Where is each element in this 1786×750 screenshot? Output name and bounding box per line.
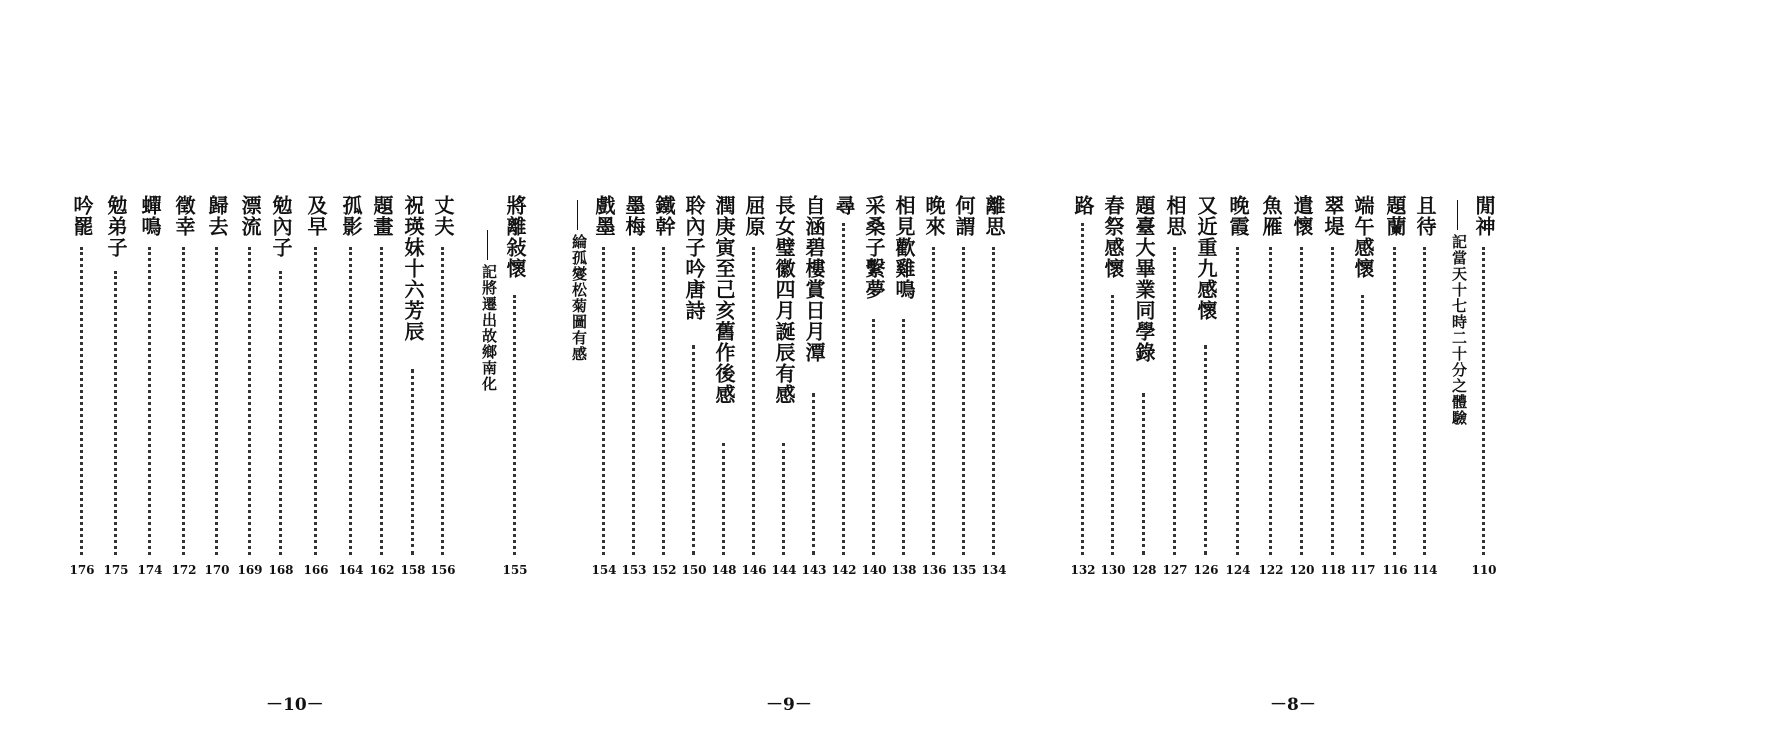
entry-page-number: 175 bbox=[103, 563, 129, 577]
entry-page-number: 140 bbox=[861, 563, 887, 577]
entry-page-number: 143 bbox=[801, 563, 827, 577]
entry-title: 聆內子吟唐詩 bbox=[682, 195, 706, 321]
toc-page-8: 閒神 110 記當天十七時二十分之體驗 且待 114 題蘭 116 端午感懷 117 翠堤 118 遣懷 120 魚雁 122 晚霞 124 又近重九感懷 126 相思 127 題臺大畢業同學錄 128 春祭感懷 130 路 132 －8－ bbox=[1070, 195, 1497, 715]
toc-entry bbox=[982, 195, 1006, 585]
entry-page-number: 176 bbox=[69, 563, 95, 577]
leader-dots bbox=[1204, 345, 1207, 555]
entry-page-number: 124 bbox=[1225, 563, 1251, 577]
entry-page-number: 135 bbox=[951, 563, 977, 577]
toc-entry bbox=[1194, 195, 1218, 585]
toc-entry bbox=[304, 195, 328, 585]
leader-dots bbox=[411, 369, 414, 555]
toc-entry bbox=[339, 195, 363, 585]
toc-entry bbox=[652, 195, 676, 585]
entry-title: 采桑子繫夢 bbox=[862, 195, 886, 300]
entry-page-number: 155 bbox=[502, 563, 528, 577]
entry-page-number: 152 bbox=[651, 563, 677, 577]
leader-dots bbox=[1361, 295, 1364, 555]
leader-dots bbox=[148, 247, 151, 555]
leader-dots bbox=[1423, 247, 1426, 555]
entry-page-number: 120 bbox=[1289, 563, 1315, 577]
leader-dots bbox=[1331, 247, 1334, 555]
entry-page-number: 172 bbox=[171, 563, 197, 577]
dash-rule bbox=[487, 230, 488, 260]
toc-entry bbox=[1290, 195, 1314, 585]
entry-title: 相思 bbox=[1163, 195, 1187, 237]
toc-entry bbox=[712, 195, 736, 585]
leader-dots bbox=[632, 247, 635, 555]
toc-entry bbox=[1226, 195, 1250, 585]
entry-page-number: 168 bbox=[268, 563, 294, 577]
entry-page-number: 116 bbox=[1382, 563, 1408, 577]
leader-dots bbox=[992, 247, 995, 555]
entry-page-number: 144 bbox=[771, 563, 797, 577]
entry-title: 丈夫 bbox=[431, 195, 455, 237]
leader-dots bbox=[182, 247, 185, 555]
entry-title: 何謂 bbox=[952, 195, 976, 237]
toc-entry bbox=[832, 195, 856, 585]
entry-title: 蟬鳴 bbox=[138, 195, 162, 237]
leader-dots bbox=[692, 345, 695, 555]
leader-dots bbox=[349, 247, 352, 555]
entry-title: 長女璧徽四月誕辰有感 bbox=[772, 195, 796, 405]
entry-title: 春祭感懷 bbox=[1101, 195, 1125, 279]
entry-title: 勉弟子 bbox=[104, 195, 128, 258]
toc-entry bbox=[503, 195, 527, 585]
leader-dots bbox=[722, 443, 725, 555]
entry-title: 晚霞 bbox=[1226, 195, 1250, 237]
leader-dots bbox=[662, 247, 665, 555]
leader-dots bbox=[1269, 247, 1272, 555]
entry-page-number: 128 bbox=[1131, 563, 1157, 577]
toc-page-9: 離思 134 何謂 135 晚來 136 相見歡雞鳴 138 采桑子繫夢 140 尋 142 自涵碧樓賞日月潭 143 長女璧徽四月誕辰有感 144 屈原 146 潤庚寅至己亥舊作後感 148 聆內子吟唐詩 150 鐵幹 152 墨梅 153 戲墨 154 綸孤夑松菊圖有感 －9－ bbox=[570, 195, 1007, 715]
toc-entry bbox=[1321, 195, 1345, 585]
toc-entry bbox=[1383, 195, 1407, 585]
entry-title: 遣懷 bbox=[1290, 195, 1314, 237]
toc-entry bbox=[401, 195, 425, 585]
toc-entry bbox=[370, 195, 394, 585]
entry-title: 祝瑛妹十六芳辰 bbox=[401, 195, 425, 342]
entry-page-number: 142 bbox=[831, 563, 857, 577]
toc-entry bbox=[952, 195, 976, 585]
entry-title: 魚雁 bbox=[1259, 195, 1283, 237]
leader-dots bbox=[215, 247, 218, 555]
entry-title: 漂流 bbox=[238, 195, 262, 237]
entry-page-number: 146 bbox=[741, 563, 767, 577]
dash-rule bbox=[1457, 200, 1458, 230]
entry-page-number: 138 bbox=[891, 563, 917, 577]
leader-dots bbox=[314, 247, 317, 555]
entry-page-number: 166 bbox=[303, 563, 329, 577]
entry-page-number: 148 bbox=[711, 563, 737, 577]
entry-page-number: 134 bbox=[981, 563, 1007, 577]
entry-title: 吟罷 bbox=[70, 195, 94, 237]
entry-page-number: 110 bbox=[1471, 563, 1497, 577]
leader-dots bbox=[842, 223, 845, 555]
leader-dots bbox=[872, 319, 875, 555]
entry-title: 端午感懷 bbox=[1351, 195, 1375, 279]
entry-title: 潤庚寅至己亥舊作後感 bbox=[712, 195, 736, 405]
entry-title: 及早 bbox=[304, 195, 328, 237]
toc-entry bbox=[1472, 195, 1496, 585]
entry-title: 且待 bbox=[1413, 195, 1437, 237]
entry-title: 勉內子 bbox=[269, 195, 293, 258]
entry-title: 相見歡雞鳴 bbox=[892, 195, 916, 300]
leader-dots bbox=[962, 247, 965, 555]
leader-dots bbox=[812, 393, 815, 555]
entry-title: 鐵幹 bbox=[652, 195, 676, 237]
entry-title: 晚來 bbox=[922, 195, 946, 237]
leader-dots bbox=[248, 247, 251, 555]
entry-title: 題畫 bbox=[370, 195, 394, 237]
entry-page-number: 162 bbox=[369, 563, 395, 577]
page-number: －8－ bbox=[1270, 695, 1316, 715]
leader-dots bbox=[902, 319, 905, 555]
entry-page-number: 126 bbox=[1193, 563, 1219, 577]
leader-dots bbox=[114, 271, 117, 555]
toc-entry bbox=[104, 195, 128, 585]
leader-dots bbox=[1393, 247, 1396, 555]
entry-title: 墨梅 bbox=[622, 195, 646, 237]
leader-dots bbox=[1482, 247, 1485, 555]
entry-title: 離思 bbox=[982, 195, 1006, 237]
toc-entry bbox=[1259, 195, 1283, 585]
entry-page-number: 164 bbox=[338, 563, 364, 577]
toc-entry bbox=[138, 195, 162, 585]
entry-page-number: 132 bbox=[1070, 563, 1096, 577]
toc-entry bbox=[1351, 195, 1375, 585]
entry-page-number: 154 bbox=[591, 563, 617, 577]
toc-entry bbox=[205, 195, 229, 585]
entry-title: 徵幸 bbox=[172, 195, 196, 237]
page-number: －9－ bbox=[766, 695, 812, 715]
entry-title: 屈原 bbox=[742, 195, 766, 237]
entry-title: 題蘭 bbox=[1383, 195, 1407, 237]
entry-page-number: 122 bbox=[1258, 563, 1284, 577]
entry-title: 將離敍懷 bbox=[503, 195, 527, 279]
toc-entry bbox=[922, 195, 946, 585]
toc-entry bbox=[70, 195, 94, 585]
leader-dots bbox=[380, 247, 383, 555]
page-number: －10－ bbox=[266, 695, 324, 715]
entry-page-number: 114 bbox=[1412, 563, 1438, 577]
toc-entry bbox=[742, 195, 766, 585]
toc-entry bbox=[269, 195, 293, 585]
leader-dots bbox=[602, 247, 605, 555]
entry-page-number: 153 bbox=[621, 563, 647, 577]
entry-page-number: 150 bbox=[681, 563, 707, 577]
leader-dots bbox=[932, 247, 935, 555]
entry-page-number: 156 bbox=[430, 563, 456, 577]
leader-dots bbox=[782, 443, 785, 555]
entry-page-number: 136 bbox=[921, 563, 947, 577]
entry-title: 歸去 bbox=[205, 195, 229, 237]
entry-page-number: 130 bbox=[1100, 563, 1126, 577]
entry-page-number: 174 bbox=[137, 563, 163, 577]
entry-page-number: 170 bbox=[204, 563, 230, 577]
entry-page-number: 118 bbox=[1320, 563, 1346, 577]
entry-title: 路 bbox=[1071, 195, 1095, 216]
entry-page-number: 169 bbox=[237, 563, 263, 577]
toc-entry bbox=[772, 195, 796, 585]
entry-title: 翠堤 bbox=[1321, 195, 1345, 237]
toc-page-10: 將離敍懷 155 記將遷出故鄉南化 丈夫 156 祝瑛妹十六芳辰 158 題畫 162 孤影 164 及早 166 勉內子 168 漂流 169 歸去 170 徵幸 172 蟬鳴 174 勉弟子 175 吟罷 176 －10－ bbox=[69, 195, 528, 715]
entry-page-number: 127 bbox=[1162, 563, 1188, 577]
toc-entry bbox=[1413, 195, 1437, 585]
leader-dots bbox=[441, 247, 444, 555]
entry-title: 又近重九感懷 bbox=[1194, 195, 1218, 321]
toc-entry bbox=[622, 195, 646, 585]
entry-title: 孤影 bbox=[339, 195, 363, 237]
entry-title: 尋 bbox=[832, 195, 856, 216]
toc-entry bbox=[892, 195, 916, 585]
leader-dots bbox=[1300, 247, 1303, 555]
leader-dots bbox=[80, 247, 83, 555]
entry-title: 戲墨 bbox=[592, 195, 616, 237]
entry-page-number: 117 bbox=[1350, 563, 1376, 577]
entry-title: 題臺大畢業同學錄 bbox=[1132, 195, 1156, 363]
entry-page-number: 158 bbox=[400, 563, 426, 577]
leader-dots bbox=[752, 247, 755, 555]
toc-entry bbox=[682, 195, 706, 585]
toc-entry bbox=[172, 195, 196, 585]
leader-dots bbox=[279, 271, 282, 555]
toc-entry bbox=[431, 195, 455, 585]
leader-dots bbox=[1236, 247, 1239, 555]
toc-entry bbox=[238, 195, 262, 585]
toc-entry bbox=[862, 195, 886, 585]
leader-dots bbox=[513, 295, 516, 555]
entry-title: 閒神 bbox=[1472, 195, 1496, 237]
entry-title: 自涵碧樓賞日月潭 bbox=[802, 195, 826, 363]
toc-entry bbox=[802, 195, 826, 585]
